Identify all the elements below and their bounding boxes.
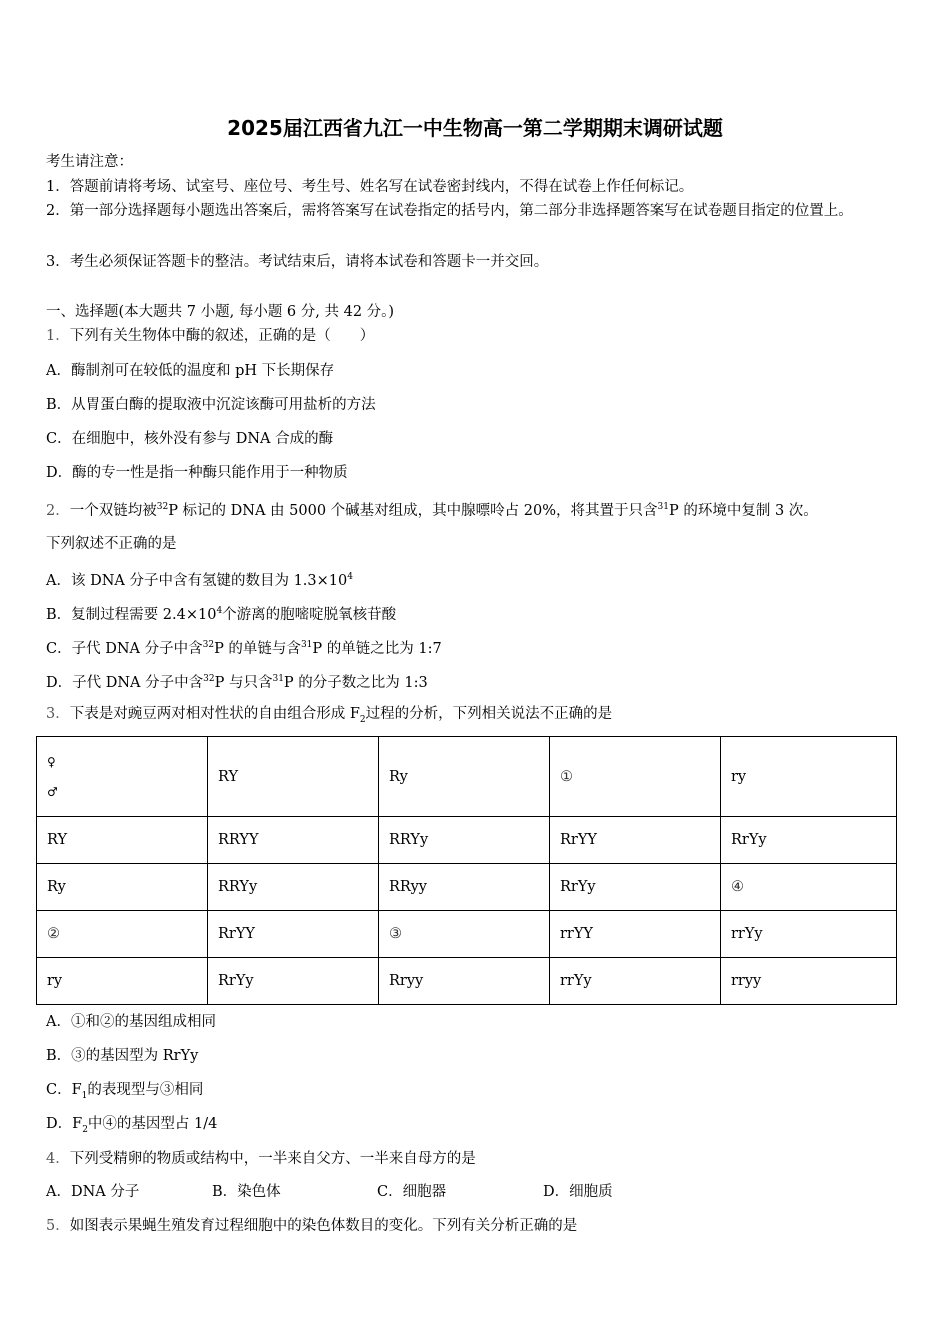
q1-option-b: B．从胃蛋白酶的提取液中沉淀该酶可用盐析的方法 xyxy=(46,397,376,413)
table-cell: RrYY xyxy=(550,817,721,864)
question-text: P 的环境中复制 3 次。 xyxy=(668,502,818,519)
question-text: 下列受精卵的物质或结构中，一半来自父方、一半来自母方的是 xyxy=(69,1151,476,1167)
q4-option-d: D．细胞质 xyxy=(543,1184,613,1200)
table-cell: ④ xyxy=(721,864,897,911)
isotope-superscript: 31 xyxy=(300,640,313,650)
q2-option-c xyxy=(46,635,442,659)
table-cell: rrYY xyxy=(550,911,721,958)
table-header-cell: Ry xyxy=(379,737,550,817)
q1-option-c: C．在细胞中，核外没有参与 DNA 合成的酶 xyxy=(46,431,334,447)
option-text: C．子代 DNA 分子中含 xyxy=(46,640,203,657)
q1-option-d: D．酶的专一性是指一种酶只能作用于一种物质 xyxy=(46,465,348,481)
question-number: 1． xyxy=(46,328,70,344)
table-cell: RRYy xyxy=(379,817,550,864)
table-corner-cell xyxy=(37,737,208,817)
option-text: 个游离的胞嘧啶脱氧核苷酸 xyxy=(222,606,397,623)
question-2-stem-line2: 下列叙述不正确的是 xyxy=(46,536,177,552)
option-text: B．复制过程需要 2.4×10 xyxy=(46,606,217,623)
option-text: P 与只含 xyxy=(214,674,273,691)
exam-title: 2025届江西省九江一中生物高一第二学期期末调研试题 xyxy=(227,116,723,140)
question-number: 3． xyxy=(46,706,70,722)
table-header-row xyxy=(37,737,897,817)
question-4-stem xyxy=(46,1149,476,1169)
table-header-cell: ① xyxy=(550,737,721,817)
punnett-table xyxy=(36,736,897,1005)
table-cell: RY xyxy=(37,817,208,864)
q4-option-b: B．染色体 xyxy=(212,1184,281,1200)
question-number: 5． xyxy=(46,1218,70,1234)
q3-option-c xyxy=(46,1080,203,1106)
question-number: 2． xyxy=(46,502,70,519)
q4-option-a: A．DNA 分子 xyxy=(46,1184,140,1200)
subscript: 2 xyxy=(359,714,366,725)
subscript: 1 xyxy=(81,1090,88,1101)
isotope-superscript: 32 xyxy=(156,502,169,512)
q3-option-b: B．③的基因型为 RrYy xyxy=(46,1048,199,1064)
table-cell: RRYY xyxy=(208,817,379,864)
question-text: 下列有关生物体中酶的叙述，正确的是（ ） xyxy=(69,328,375,344)
option-text: 中④的基因型占 1/4 xyxy=(87,1116,218,1132)
table-row xyxy=(37,958,897,1005)
section-heading: 一、选择题(本大题共 7 小题, 每小题 6 分, 共 42 分。) xyxy=(46,304,395,320)
option-text: P 的分子数之比为 1:3 xyxy=(283,674,428,691)
option-text: P 的单链之比为 1:7 xyxy=(312,640,442,657)
table-cell: RrYy xyxy=(550,864,721,911)
question-number: 4． xyxy=(46,1151,70,1167)
option-text: 的表现型与③相同 xyxy=(87,1082,204,1098)
table-cell: rryy xyxy=(721,958,897,1005)
subscript: 2 xyxy=(82,1124,88,1135)
option-text: D．F xyxy=(46,1116,83,1132)
table-cell: RRyy xyxy=(379,864,550,911)
question-text: 如图表示果蝇生殖发育过程细胞中的染色体数目的变化。下列有关分析正确的是 xyxy=(69,1218,578,1234)
table-row xyxy=(37,817,897,864)
option-text: C．F xyxy=(46,1082,82,1098)
table-cell: RRYy xyxy=(208,864,379,911)
table-row xyxy=(37,911,897,958)
table-cell: ③ xyxy=(379,911,550,958)
table-cell: rrYy xyxy=(550,958,721,1005)
notice-heading: 考生请注意： xyxy=(46,154,133,170)
table-cell: RrYy xyxy=(208,958,379,1005)
question-3-stem xyxy=(46,704,612,730)
q2-option-a xyxy=(46,567,353,591)
q3-option-d xyxy=(46,1114,217,1140)
table-cell: RrYY xyxy=(208,911,379,958)
table-cell: ry xyxy=(37,958,208,1005)
isotope-superscript: 31 xyxy=(657,502,669,512)
option-text: D．子代 DNA 分子中含 xyxy=(46,674,204,691)
table-cell: Ry xyxy=(37,864,208,911)
question-text: 过程的分析，下列相关说法不正确的是 xyxy=(365,706,613,722)
q4-options-row xyxy=(46,1182,613,1202)
exponent: 4 xyxy=(347,572,353,582)
table-header-cell: RY xyxy=(208,737,379,817)
notice-item-2: 2．第一部分选择题每小题选出答案后，需将答案写在试卷指定的括号内，第二部分非选择题答案写在试卷题目指定的位置上。 xyxy=(46,203,853,219)
question-1-stem xyxy=(46,326,374,346)
table-cell: Rryy xyxy=(379,958,550,1005)
notice-item-1: 1．答题前请将考场、试室号、座位号、考生号、姓名写在试卷密封线内，不得在试卷上作任何标记。 xyxy=(46,179,694,195)
isotope-superscript: 31 xyxy=(272,674,284,684)
question-5-stem xyxy=(46,1216,577,1236)
table-cell: rrYy xyxy=(721,911,897,958)
female-symbol: ♀ xyxy=(47,754,56,769)
table-header-cell: ry xyxy=(721,737,897,817)
question-text: 下表是对豌豆两对相对性状的自由组合形成 F xyxy=(69,706,360,722)
option-text: A．该 DNA 分子中含有氢键的数目为 1.3×10 xyxy=(46,572,348,589)
question-2-stem xyxy=(46,497,818,521)
q2-option-d xyxy=(46,669,428,693)
q2-option-b xyxy=(46,601,396,625)
isotope-superscript: 32 xyxy=(202,640,215,650)
exponent: 4 xyxy=(216,606,223,616)
q4-option-c: C．细胞器 xyxy=(377,1184,447,1200)
table-cell: ② xyxy=(37,911,208,958)
notice-item-3: 3．考生必须保证答题卡的整洁。考试结束后，请将本试卷和答题卡一并交回。 xyxy=(46,254,549,270)
question-text: 一个双链均被 xyxy=(69,502,157,519)
table-row xyxy=(37,864,897,911)
table-cell: RrYy xyxy=(721,817,897,864)
q3-option-a: A．①和②的基因组成相同 xyxy=(46,1014,216,1030)
question-text: P 标记的 DNA 由 5000 个碱基对组成，其中腺嘌呤占 20%，将其置于只含 xyxy=(168,502,658,519)
male-symbol: ♂ xyxy=(47,784,58,799)
isotope-superscript: 32 xyxy=(203,674,215,684)
option-text: P 的单链与含 xyxy=(214,640,301,657)
q1-option-a: A．酶制剂可在较低的温度和 pH 下长期保存 xyxy=(46,363,335,379)
